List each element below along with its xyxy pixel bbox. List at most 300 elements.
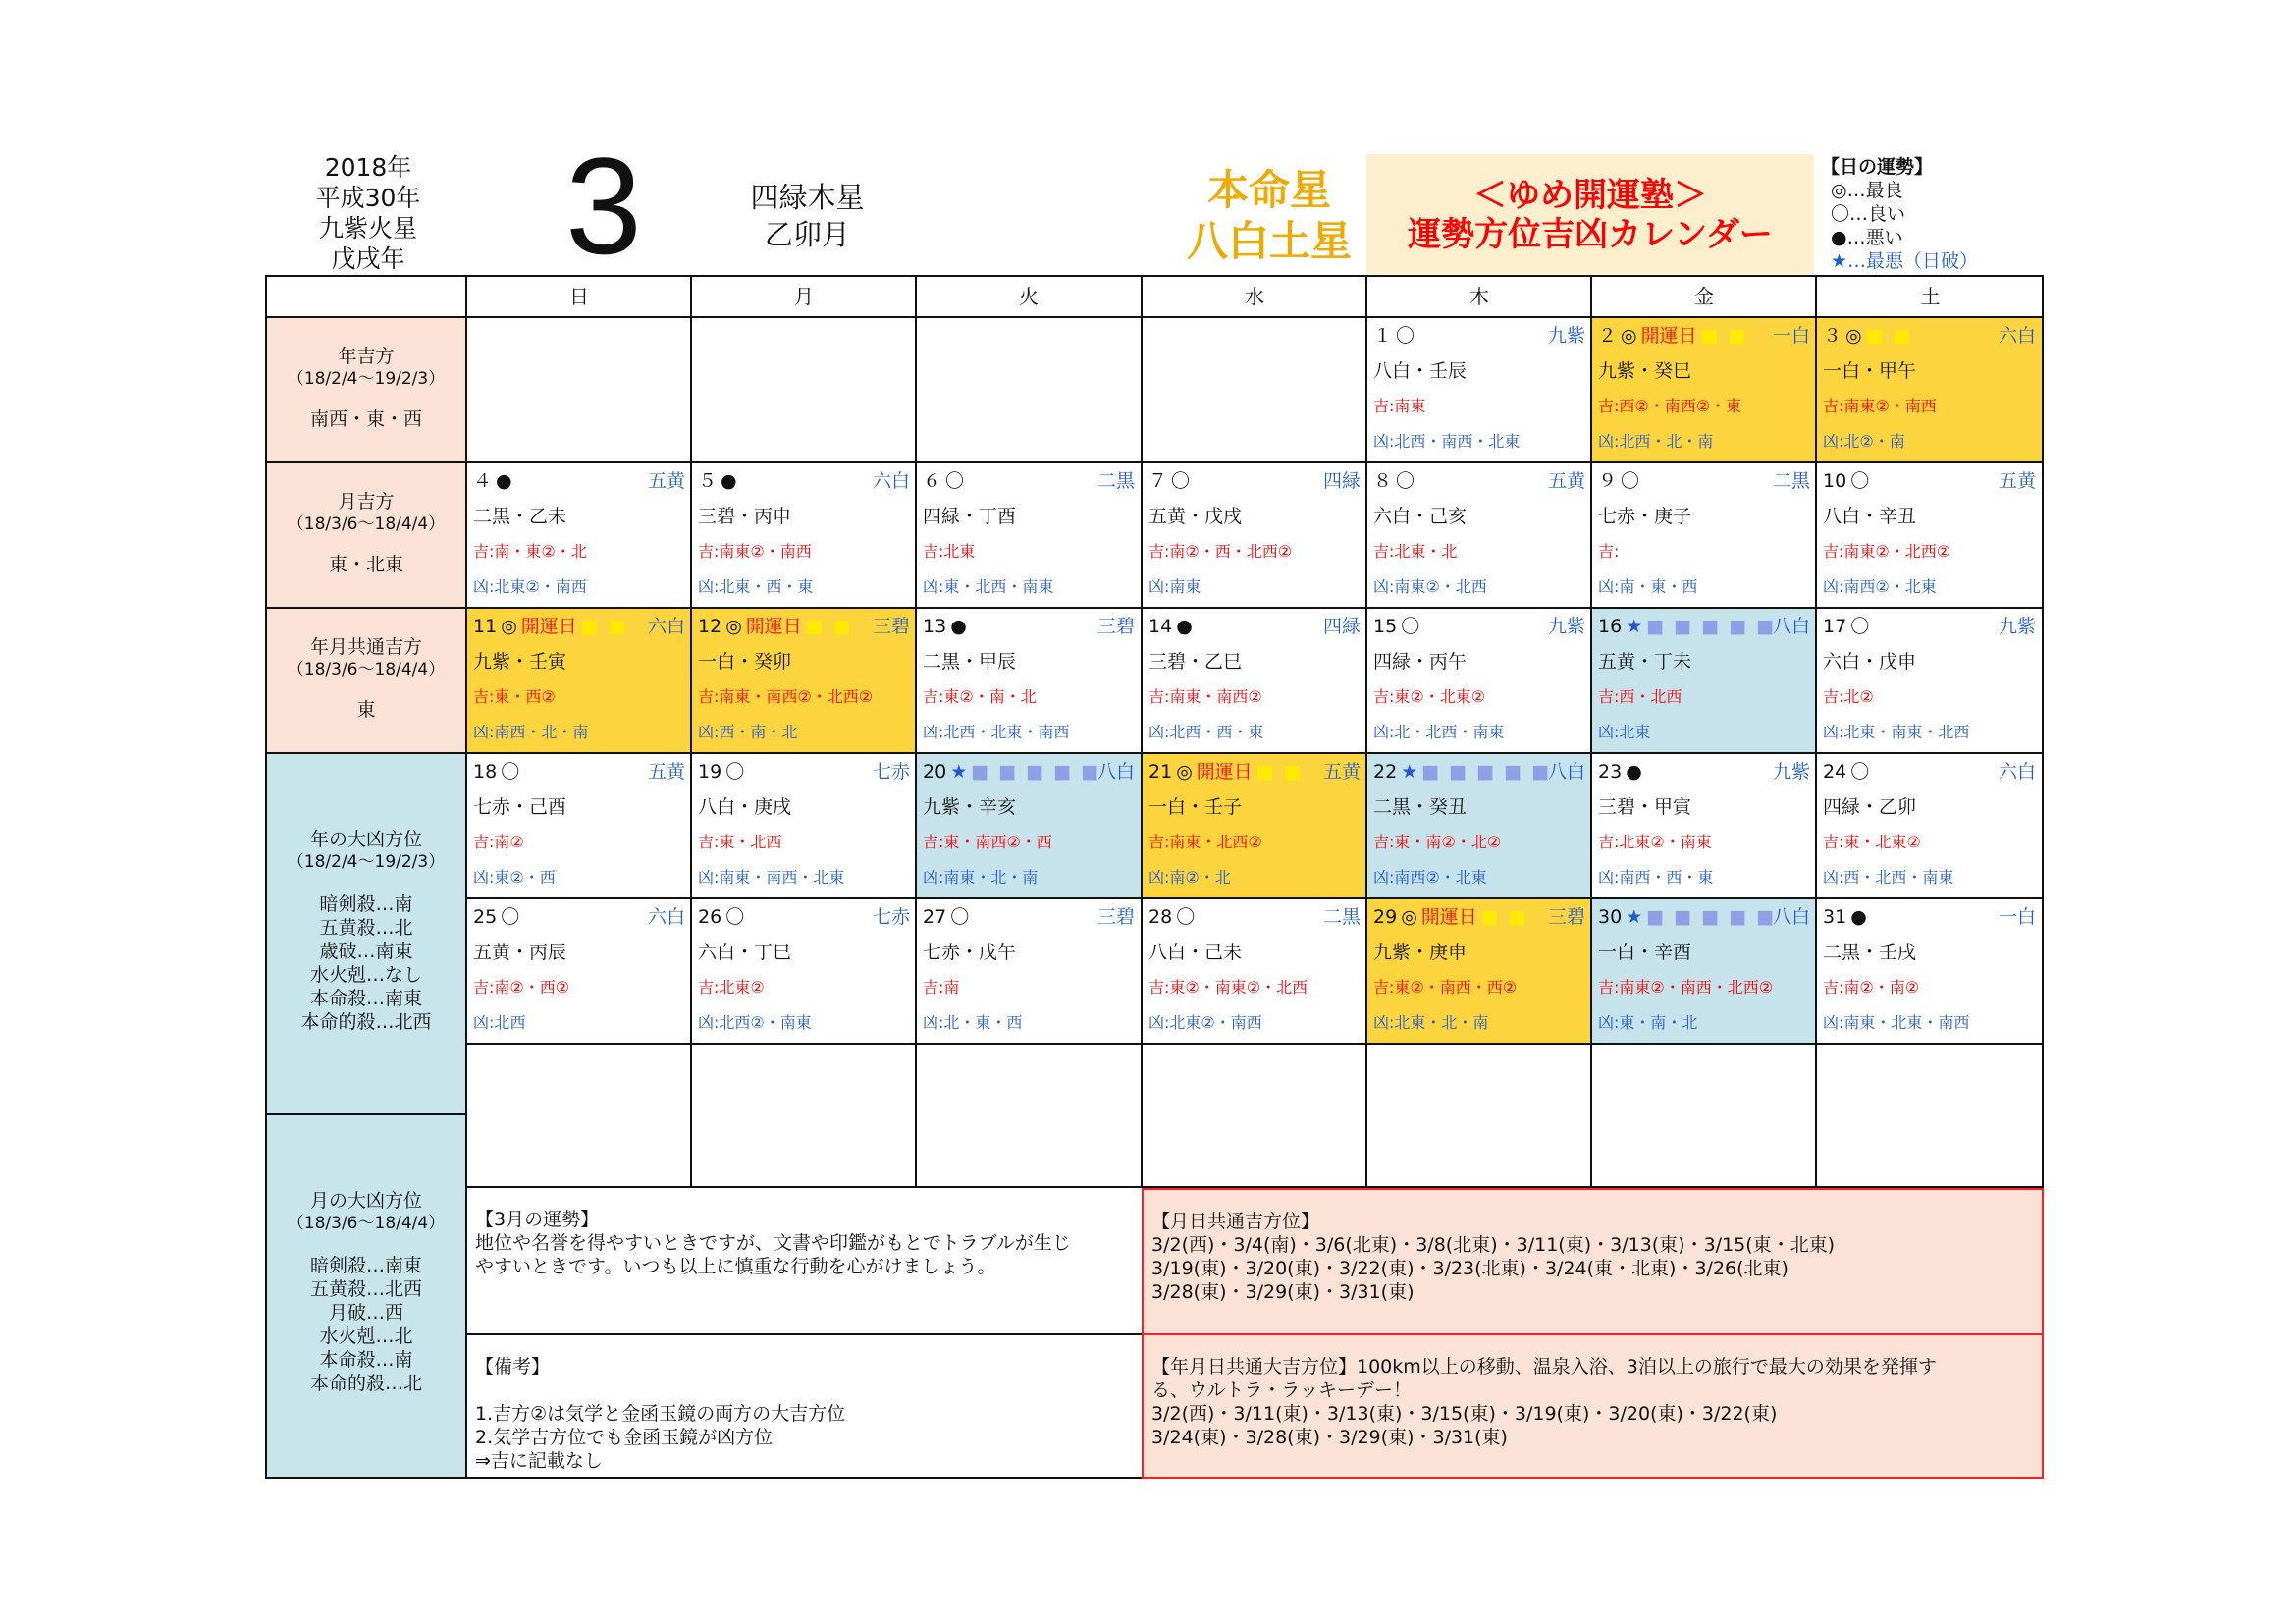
bad-directions: 凶:南②・北 — [1148, 868, 1231, 887]
bad-directions: 凶:北②・南 — [1823, 432, 1905, 451]
note-line: る、ウルトラ・ラッキーデー！ — [1151, 1380, 1413, 1401]
fortune-mark: ★ — [1626, 616, 1643, 637]
day-number: 12 — [698, 616, 722, 637]
day-number: １ — [1373, 325, 1393, 347]
kanshi: 六白・丁巳 — [698, 942, 792, 963]
bad-directions: 凶:北西・北・南 — [1598, 432, 1714, 451]
day-number: 26 — [698, 906, 722, 928]
day-header — [1823, 463, 2036, 499]
nine-star: 九紫 — [1772, 761, 1810, 783]
fortune-mark: ● — [721, 470, 737, 492]
day-number: 21 — [1148, 761, 1173, 783]
day-number: ８ — [1373, 470, 1393, 492]
good-directions: 吉:北② — [1823, 687, 1874, 706]
day-cell — [1815, 754, 2042, 899]
note-title: 【年月日共通大吉方位】100km以上の移動、温泉入浴、3泊以上の旅行で最大の効果を発揮す — [1151, 1356, 1937, 1378]
day-cell — [1590, 318, 1816, 463]
nine-star: 五黄 — [647, 470, 685, 492]
nine-star: 八白 — [1096, 761, 1135, 783]
kanshi: 八白・壬辰 — [1373, 360, 1468, 382]
side-year-good — [267, 318, 465, 463]
bad-directions: 凶:北東・南東・北西 — [1823, 723, 1970, 741]
empty-cell — [1815, 1043, 2042, 1188]
fortune-mark: 〇 — [725, 906, 745, 928]
fortune-mark: 〇 — [1401, 616, 1420, 637]
nine-star: 六白 — [872, 470, 910, 492]
day-number: 16 — [1598, 616, 1623, 637]
kanshi: 一白・癸卯 — [698, 651, 792, 673]
bad-directions: 凶:西・北西・南東 — [1823, 868, 1954, 887]
day-header — [923, 754, 1135, 789]
bad-directions: 凶:北東・北・南 — [1373, 1013, 1489, 1032]
good-directions: 吉:東②・北東② — [1373, 687, 1486, 706]
fortune-mark: 〇 — [1850, 470, 1870, 492]
month-day-good-note — [1142, 1188, 2044, 1335]
day-cell — [690, 609, 916, 754]
day-cell — [1815, 463, 2042, 609]
good-directions: 吉:東②・南・北 — [923, 687, 1037, 706]
square-marks: ■ ■ ■ ■ ■ — [1646, 906, 1777, 928]
day-header — [698, 899, 910, 935]
nine-star: 六白 — [1998, 325, 2036, 347]
day-number: 13 — [923, 616, 947, 637]
fortune-mark: ◎ — [1621, 325, 1637, 347]
fortune-mark: 〇 — [1850, 761, 1870, 783]
weekday-label: 土 — [1815, 275, 2044, 318]
kanshi: 二黒・癸丑 — [1373, 796, 1468, 818]
day-cell — [690, 899, 916, 1045]
day-number: 19 — [698, 761, 722, 783]
side-date: （18/2/4～19/2/3） — [287, 852, 446, 872]
weekday-label: 火 — [915, 275, 1141, 318]
kaiun-label: 開運日 — [1420, 906, 1477, 928]
month-fortune-note — [465, 1188, 1143, 1335]
day-cell — [1141, 463, 1366, 609]
empty-cell — [1141, 318, 1366, 463]
day-cell — [1365, 609, 1591, 754]
nine-star: 五黄 — [647, 761, 685, 783]
day-header — [1148, 609, 1361, 644]
bad-directions: 凶:東②・西 — [473, 868, 556, 887]
side-title: 年月共通吉方 — [309, 636, 422, 658]
square-marks: ■ ■ — [580, 616, 628, 637]
empty-cell — [1365, 1043, 1591, 1188]
kanshi: 九紫・壬寅 — [473, 651, 567, 673]
side-line: 五黄殺…北西 — [309, 1278, 422, 1300]
bad-directions: 凶:東・南・北 — [1598, 1013, 1698, 1032]
side-line: 歳破…南東 — [319, 941, 413, 962]
note-line: 3/19(東)・3/20(東)・3/22(東)・3/23(北東)・3/24(東・北東)・3/26(北東) — [1151, 1258, 1789, 1279]
day-number: 25 — [473, 906, 498, 928]
bad-directions: 凶:南西・北・南 — [473, 723, 589, 741]
kanshi: 一白・壬子 — [1148, 796, 1243, 818]
good-directions: 吉:南東②・南西・北西② — [1598, 978, 1774, 997]
bad-directions: 凶:北西②・南東 — [698, 1013, 812, 1032]
nine-star: 八白 — [1772, 906, 1810, 928]
kanshi: 五黄・丁未 — [1598, 651, 1692, 673]
day-cell — [1590, 754, 1816, 899]
nine-star: 二黒 — [1322, 906, 1361, 928]
bad-directions: 凶:西・南・北 — [698, 723, 798, 741]
note-line: 地位や名誉を得やすいときですが、文書や印鑑がもとでトラブルが生じ — [475, 1232, 1071, 1254]
day-number: 14 — [1148, 616, 1173, 637]
kanshi: 九紫・辛亥 — [923, 796, 1017, 818]
day-header — [1598, 754, 1810, 789]
kanshi: 六白・己亥 — [1373, 506, 1468, 527]
honmei-line: 本命星 — [1206, 166, 1331, 214]
day-header — [923, 609, 1135, 644]
day-header — [1373, 463, 1585, 499]
kanshi: 三碧・丙申 — [698, 506, 792, 527]
day-cell — [915, 899, 1141, 1045]
header-year-line: 平成30年 — [315, 184, 421, 212]
bad-directions: 凶:南東②・北西 — [1373, 577, 1487, 596]
nine-star: 六白 — [647, 616, 685, 637]
empty-cell — [690, 318, 916, 463]
fortune-mark: ◎ — [1176, 761, 1193, 783]
fortune-mark: 〇 — [1396, 470, 1415, 492]
side-line: 月破…西 — [328, 1302, 403, 1324]
good-directions: 吉:西②・南西②・東 — [1598, 397, 1742, 415]
empty-cell — [915, 318, 1141, 463]
side-value: 南西・東・西 — [309, 408, 422, 430]
side-line: 暗剣殺…南 — [319, 893, 413, 915]
day-number: ５ — [698, 470, 718, 492]
note-line: 3/2(西)・3/11(東)・3/13(東)・3/15(東)・3/19(東)・3/20(東)・3/22(東) — [1151, 1403, 1778, 1425]
bad-directions: 凶:北東 — [1598, 723, 1651, 741]
note-line: 3/2(西)・3/4(南)・3/6(北東)・3/8(北東)・3/11(東)・3/13(東)・3/15(東・北東) — [1151, 1234, 1836, 1256]
bad-directions: 凶:北東②・南西 — [473, 577, 587, 596]
nine-star: 八白 — [1772, 616, 1810, 637]
title-line-1: ＜ゆめ開運塾＞ — [1473, 176, 1707, 215]
day-number: 31 — [1823, 906, 1847, 928]
kanshi: 二黒・乙未 — [473, 506, 567, 527]
legend — [1821, 155, 2017, 273]
day-cell — [1365, 754, 1591, 899]
bad-directions: 凶:南・東・西 — [1598, 577, 1698, 596]
empty-cell — [1590, 1043, 1816, 1188]
day-number: 24 — [1823, 761, 1847, 783]
day-cell — [465, 899, 691, 1045]
side-line: 水火剋…なし — [309, 964, 422, 986]
day-number: 10 — [1823, 470, 1847, 492]
fortune-mark: ● — [950, 616, 967, 637]
fortune-mark: ★ — [1401, 761, 1418, 783]
nine-star: 三碧 — [1547, 906, 1585, 928]
fortune-mark: 〇 — [950, 906, 970, 928]
side-line: 暗剣殺…南東 — [309, 1255, 422, 1276]
remarks-note — [465, 1335, 1143, 1479]
weekday-header — [265, 275, 2044, 318]
kanshi: 八白・庚戌 — [698, 796, 792, 818]
day-header — [1373, 899, 1585, 935]
side-title: 月吉方 — [338, 491, 395, 513]
weekday-label: 月 — [690, 275, 916, 318]
side-title: 月の大凶方位 — [309, 1190, 422, 1212]
fortune-mark: 〇 — [501, 761, 520, 783]
square-marks: ■ ■ — [1480, 906, 1528, 928]
side-title: 年の大凶方位 — [309, 829, 422, 850]
nine-star: 七赤 — [872, 906, 910, 928]
fortune-mark: 〇 — [1621, 470, 1640, 492]
good-directions: 吉:南②・西・北西② — [1148, 542, 1293, 561]
day-cell — [1365, 463, 1591, 609]
nine-star: 三碧 — [872, 616, 910, 637]
day-number: ７ — [1148, 470, 1168, 492]
side-line: 水火剋…北 — [319, 1326, 413, 1347]
day-cell — [915, 754, 1141, 899]
side-year-bad — [267, 754, 465, 1115]
fortune-mark: 〇 — [1850, 616, 1870, 637]
title-line-2: 運勢方位吉凶カレンダー — [1408, 215, 1773, 254]
good-directions: 吉:東・西② — [473, 687, 556, 706]
nine-star: 五黄 — [1547, 470, 1585, 492]
good-directions: 吉:南東・北西② — [1148, 833, 1262, 851]
side-date: （18/3/6～18/4/4） — [287, 1214, 446, 1233]
square-marks: ■ ■ — [805, 616, 853, 637]
nine-star: 六白 — [1998, 761, 2036, 783]
bad-directions: 凶:東・北西・南東 — [923, 577, 1054, 596]
side-date: （18/3/6～18/4/4） — [287, 514, 446, 534]
square-marks: ■ ■ — [1865, 325, 1913, 347]
kanshi: 四緑・丙午 — [1373, 651, 1468, 673]
day-header — [698, 754, 910, 789]
kanshi: 九紫・庚申 — [1373, 942, 1468, 963]
day-number: ２ — [1598, 325, 1618, 347]
fortune-mark: ★ — [1626, 906, 1643, 928]
weekday-label: 日 — [465, 275, 691, 318]
legend-item: ★…最悪（日破） — [1831, 250, 1979, 272]
bad-directions: 凶:南西・西・東 — [1598, 868, 1714, 887]
good-directions: 吉:北東 — [923, 542, 976, 561]
day-number: ９ — [1598, 470, 1618, 492]
title-box — [1366, 154, 1814, 274]
day-cell — [1815, 609, 2042, 754]
day-cell — [465, 463, 691, 609]
day-cell — [690, 754, 916, 899]
good-directions: 吉:南②・西② — [473, 978, 570, 997]
bad-directions: 凶:北西 — [473, 1013, 526, 1032]
good-directions: 吉:南東・南西② — [1148, 687, 1262, 706]
honmei-star — [1156, 165, 1382, 267]
day-number: 20 — [923, 761, 947, 783]
note-line: やすいときです。いつも以上に慎重な行動を心がけましょう。 — [475, 1256, 996, 1277]
day-cell — [1141, 609, 1366, 754]
day-header — [1598, 899, 1810, 935]
fortune-mark: 〇 — [1396, 325, 1415, 347]
kanshi: 三碧・乙巳 — [1148, 651, 1243, 673]
year-month-day-good-note — [1142, 1333, 2044, 1479]
fortune-mark: 〇 — [1176, 906, 1196, 928]
fortune-mark: ◎ — [501, 616, 517, 637]
nine-star: 九紫 — [1998, 616, 2036, 637]
fortune-mark: ◎ — [1845, 325, 1862, 347]
kanshi: 二黒・壬戌 — [1823, 942, 1917, 963]
day-header — [1598, 609, 1810, 644]
side-title: 年吉方 — [338, 346, 395, 367]
day-cell — [1141, 899, 1366, 1045]
month-number: 3 — [565, 129, 642, 283]
day-cell — [915, 463, 1141, 609]
good-directions: 吉:南②・南② — [1823, 978, 1920, 997]
day-header — [1148, 754, 1361, 789]
side-line: 本命的殺…北 — [309, 1373, 422, 1394]
weekday-label: 金 — [1590, 275, 1816, 318]
day-header — [1373, 609, 1585, 644]
day-number: 29 — [1373, 906, 1398, 928]
header-year-line: 九紫火星 — [318, 214, 417, 243]
legend-item: 〇…良い — [1831, 203, 1906, 225]
good-directions: 吉:東・北西 — [698, 833, 782, 851]
day-header — [698, 609, 910, 644]
side-line: 本命的殺…北西 — [300, 1011, 432, 1033]
day-header — [1148, 463, 1361, 499]
day-cell — [1365, 318, 1591, 463]
good-directions: 吉:南東②・南西 — [1823, 397, 1937, 415]
kanshi: 四緑・乙卯 — [1823, 796, 1917, 818]
empty-cell — [915, 1043, 1141, 1188]
nine-star: 九紫 — [1547, 616, 1585, 637]
bad-directions: 凶:南西②・北東 — [1373, 868, 1487, 887]
fortune-mark: ◎ — [1401, 906, 1417, 928]
day-number: 11 — [473, 616, 498, 637]
square-marks: ■ ■ — [1700, 325, 1748, 347]
month-star-line: 四緑木星 — [750, 181, 865, 214]
good-directions: 吉:南・東②・北 — [473, 542, 587, 561]
side-common-good — [267, 609, 465, 754]
day-number: 18 — [473, 761, 498, 783]
note-line: 3/24(東)・3/28(東)・3/29(東)・3/31(東) — [1151, 1427, 1508, 1448]
day-header — [473, 463, 685, 499]
legend-item: ●…悪い — [1831, 227, 1903, 248]
kanshi: 七赤・己酉 — [473, 796, 567, 818]
day-cell — [1590, 463, 1816, 609]
note-title: 【備考】 — [475, 1356, 551, 1378]
day-header — [698, 463, 910, 499]
note-line: 3/28(東)・3/29(東)・3/31(東) — [1151, 1281, 1415, 1303]
day-header — [1823, 609, 2036, 644]
day-number: 22 — [1373, 761, 1398, 783]
side-month-good — [267, 463, 465, 609]
note-title: 【月日共通吉方位】 — [1151, 1211, 1320, 1232]
nine-star: 五黄 — [1322, 761, 1361, 783]
weekday-corner — [265, 275, 465, 318]
weekday-label: 木 — [1365, 275, 1591, 318]
bad-directions: 凶:南東・北・南 — [923, 868, 1039, 887]
day-number: ６ — [923, 470, 942, 492]
day-cell — [465, 754, 691, 899]
kanshi: 一白・甲午 — [1823, 360, 1917, 382]
month-star-line: 乙卯月 — [764, 218, 850, 251]
nine-star: 二黒 — [1772, 470, 1810, 492]
kanshi: 七赤・戊午 — [923, 942, 1017, 963]
kanshi: 五黄・丙辰 — [473, 942, 567, 963]
kanshi: 五黄・戊戌 — [1148, 506, 1243, 527]
day-number: 30 — [1598, 906, 1623, 928]
nine-star: 一白 — [1772, 325, 1810, 347]
day-header — [923, 899, 1135, 935]
good-directions: 吉:東②・南西・西② — [1373, 978, 1518, 997]
bad-directions: 凶:北西・北東・南西 — [923, 723, 1070, 741]
side-date: （18/3/6～18/4/4） — [287, 660, 446, 679]
note-line: 1.吉方②は気学と金函玉鏡の両方の大吉方位 — [475, 1403, 846, 1425]
bad-directions: 凶:南東・南西・北東 — [698, 868, 845, 887]
fortune-mark: ◎ — [725, 616, 742, 637]
day-cell — [465, 609, 691, 754]
day-header — [473, 609, 685, 644]
note-line: ⇒吉に記載なし — [475, 1450, 603, 1472]
day-cell — [1590, 609, 1816, 754]
bad-directions: 凶:南東・北東・南西 — [1823, 1013, 1970, 1032]
day-header — [473, 754, 685, 789]
day-header — [1373, 754, 1585, 789]
good-directions: 吉:南東・南西②・北西② — [698, 687, 874, 706]
good-directions: 吉:南東 — [1373, 397, 1426, 415]
day-header — [923, 463, 1135, 499]
fortune-mark: 〇 — [725, 761, 745, 783]
header-year-block — [285, 152, 452, 274]
side-date: （18/2/4～19/2/3） — [287, 369, 446, 389]
nine-star: 七赤 — [872, 761, 910, 783]
day-number: ３ — [1823, 325, 1842, 347]
side-line: 五黄殺…北 — [319, 917, 413, 939]
day-header — [1823, 318, 2036, 353]
nine-star: 九紫 — [1547, 325, 1585, 347]
good-directions: 吉:東・南②・北② — [1373, 833, 1502, 851]
nine-star: 六白 — [647, 906, 685, 928]
day-cell — [1815, 899, 2042, 1045]
good-directions: 吉:南東②・北西② — [1823, 542, 1951, 561]
bad-directions: 凶:南東 — [1148, 577, 1201, 596]
fortune-mark: ● — [1176, 616, 1193, 637]
good-directions: 吉:東②・南東②・北西 — [1148, 978, 1308, 997]
empty-cell — [1141, 1043, 1366, 1188]
kanshi: 三碧・甲寅 — [1598, 796, 1692, 818]
day-number: 27 — [923, 906, 947, 928]
square-marks: ■ ■ — [1255, 761, 1304, 783]
kanshi: 一白・辛酉 — [1598, 942, 1692, 963]
day-header — [1598, 463, 1810, 499]
fortune-mark: 〇 — [945, 470, 965, 492]
legend-title: 【日の運勢】 — [1821, 156, 1934, 178]
side-month-bad — [267, 1115, 465, 1477]
nine-star: 三碧 — [1096, 616, 1135, 637]
bad-directions: 凶:南西②・北東 — [1823, 577, 1937, 596]
good-directions: 吉:東・南西②・西 — [923, 833, 1052, 851]
note-line: 2.気学吉方位でも金函玉鏡が凶方位 — [475, 1427, 774, 1448]
good-directions: 吉:北東② — [698, 978, 765, 997]
side-line: 本命殺…南 — [319, 1349, 413, 1371]
kaiun-label: 開運日 — [745, 616, 802, 637]
good-directions: 吉:南 — [923, 978, 960, 997]
kanshi: 七赤・庚子 — [1598, 506, 1692, 527]
day-header — [1598, 318, 1810, 353]
side-value: 東・北東 — [328, 554, 403, 575]
empty-cell — [690, 1043, 916, 1188]
header-year-line: 戊戌年 — [331, 244, 405, 273]
fortune-mark: 〇 — [501, 906, 520, 928]
good-directions: 吉:東・北東② — [1823, 833, 1921, 851]
good-directions: 吉:西・北西 — [1598, 687, 1682, 706]
nine-star: 四緑 — [1322, 616, 1361, 637]
bad-directions: 凶:北東②・南西 — [1148, 1013, 1262, 1032]
day-cell — [690, 463, 916, 609]
empty-cell — [465, 1043, 691, 1188]
kaiun-label: 開運日 — [520, 616, 577, 637]
honmei-line: 八白土星 — [1186, 217, 1352, 265]
fortune-mark: ● — [1626, 761, 1642, 783]
fortune-mark: 〇 — [1171, 470, 1191, 492]
